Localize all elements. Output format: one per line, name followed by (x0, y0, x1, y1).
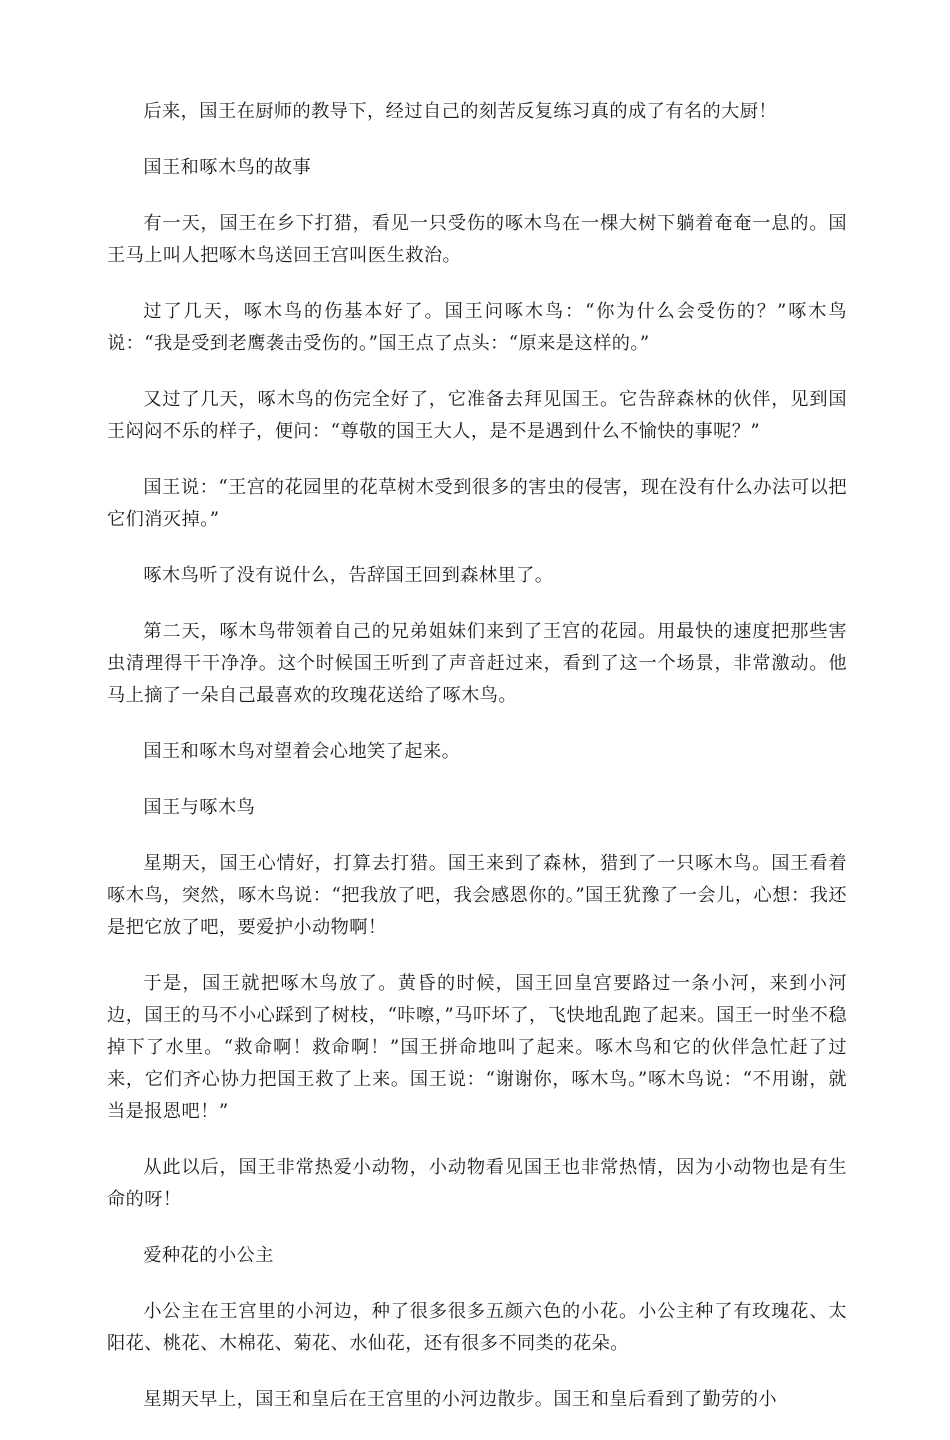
paragraph: 于是，国王就把啄木鸟放了。黄昏的时候，国王回皇宫要路过一条小河，来到小河边，国王的马不小心踩到了树枝，“咔嚓，”马吓坏了，飞快地乱跑了起来。国王一时坐不稳掉下了水里。“救命啊！救命啊！”国王拼命地叫了起来。啄木鸟和它的伙伴急忙赶了过来，它们齐心协力把国王救了上来。国王说：“谢谢你，啄木鸟。”啄木鸟说：“不用谢，就当是报恩吧！” (107, 973, 847, 1122)
paragraph: 国王说：“王宫的花园里的花草树木受到很多的害虫的侵害，现在没有什么办法可以把它们消灭掉。” (107, 477, 847, 530)
paragraph: 小公主在王宫里的小河边，种了很多很多五颜六色的小花。小公主种了有玫瑰花、太阳花、桃花、木棉花、菊花、水仙花，还有很多不同类的花朵。 (107, 1301, 847, 1354)
document-page (107, 96, 847, 1440)
paragraph: 星期天，国王心情好，打算去打猎。国王来到了森林，猎到了一只啄木鸟。国王看着啄木鸟，突然，啄木鸟说：“把我放了吧，我会感恩你的。”国王犹豫了一会儿，心想：我还是把它放了吧，要爱护小动物啊！ (107, 853, 847, 938)
story-title-king-and-woodpecker: 国王与啄木鸟 (143, 797, 256, 818)
paragraph: 国王和啄木鸟对望着会心地笑了起来。 (143, 741, 461, 762)
paragraph: 过了几天，啄木鸟的伤基本好了。国王问啄木鸟：“你为什么会受伤的？”啄木鸟说：“我是受到老鹰袭击受伤的。”国王点了点头：“原来是这样的。” (107, 301, 847, 354)
paragraph: 星期天早上，国王和皇后在王宫里的小河边散步。国王和皇后看到了勤劳的小 (143, 1389, 778, 1410)
paragraph: 从此以后，国王非常热爱小动物，小动物看见国王也非常热情，因为小动物也是有生命的呀！ (107, 1157, 847, 1210)
paragraph: 有一天，国王在乡下打猎，看见一只受伤的啄木鸟在一棵大树下躺着奄奄一息的。国王马上叫人把啄木鸟送回王宫叫医生救治。 (107, 213, 847, 266)
paragraph: 第二天，啄木鸟带领着自己的兄弟姐妹们来到了王宫的花园。用最快的速度把那些害虫清理得干干净净。这个时候国王听到了声音赶过来，看到了这一个场景，非常激动。他马上摘了一朵自己最喜欢的玫瑰花送给了啄木鸟。 (107, 621, 847, 706)
paragraph-chef-ending: 后来，国王在厨师的教导下，经过自己的刻苦反复练习真的成了有名的大厨！ (143, 101, 778, 122)
story-title-little-princess: 爱种花的小公主 (143, 1245, 274, 1266)
paragraph: 又过了几天，啄木鸟的伤完全好了，它准备去拜见国王。它告辞森林的伙伴，见到国王闷闷不乐的样子，便问：“尊敬的国王大人，是不是遇到什么不愉快的事呢？” (107, 389, 847, 442)
story-title-king-woodpecker-story: 国王和啄木鸟的故事 (143, 157, 312, 178)
paragraph: 啄木鸟听了没有说什么，告辞国王回到森林里了。 (143, 565, 554, 586)
